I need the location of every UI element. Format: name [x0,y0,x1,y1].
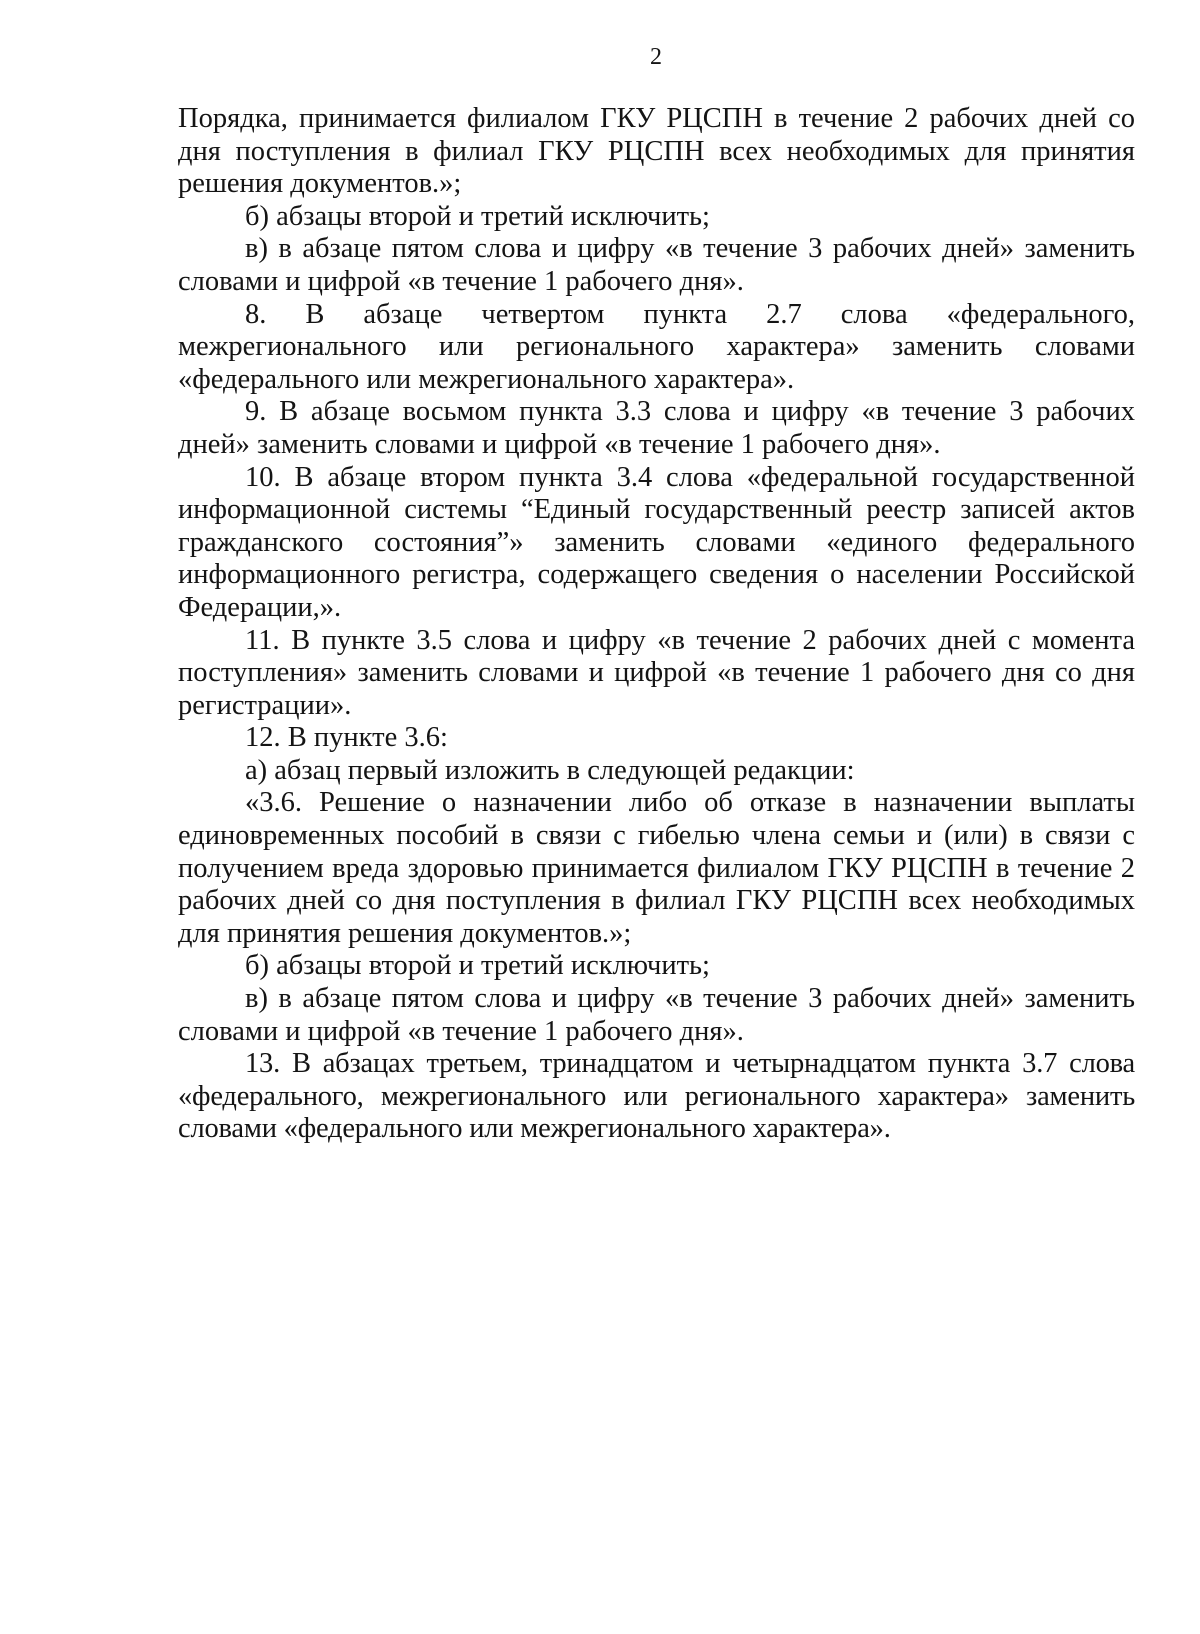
paragraph-item-10: 10. В абзаце втором пункта 3.4 слова «федеральной государственной информационной системы “Единый государственный реестр записей актов гражданского состояния”» заменить словами «единого федерального информационного регистра, содержащего сведения о населении Российской Федерации,». [178,461,1135,623]
paragraph-item-13: 13. В абзацах третьем, тринадцатом и четырнадцатом пункта 3.7 слова «федерального, межрегионального или регионального характера» заменить словами «федерального или межрегионального характера». [178,1048,1135,1145]
paragraph-item-12: 12. В пункте 3.6: [245,722,448,754]
paragraph-subitem-b: б) абзацы второй и третий исключить; [245,200,710,232]
paragraph-continuation: Порядка, принимается филиалом ГКУ РЦСПН в течение 2 рабочих дней со дня поступления в филиал ГКУ РЦСПН всех необходимых для принятия решения документов.»; [178,103,1135,200]
paragraph-item-12-subitem-v: в) в абзаце пятом слова и цифру «в течение 3 рабочих дней» заменить словами и цифрой «в течение 1 рабочего дня». [178,983,1135,1047]
paragraph-quoted-new-text: «3.6. Решение о назначении либо об отказе в назначении выплаты единовременных пособий в связи с гибелью члена семьи и (или) в связи с получением вреда здоровью принимается филиалом ГКУ РЦСПН в течение 2 рабочих дней со дня поступления в филиал ГКУ РЦСПН всех необходимых для принятия решения документов.»; [178,787,1135,949]
paragraph-item-12-subitem-a: а) абзац первый изложить в следующей редакции: [245,754,855,786]
page-number: 2 [650,44,662,70]
document-body [178,103,1135,1146]
paragraph-item-8: 8. В абзаце четвертом пункта 2.7 слова «федерального, межрегионального или регионального характера» заменить словами «федерального или межрегионального характера». [178,298,1135,395]
paragraph-subitem-v: в) в абзаце пятом слова и цифру «в течение 3 рабочих дней» заменить словами и цифрой «в течение 1 рабочего дня». [178,233,1135,297]
paragraph-item-11: 11. В пункте 3.5 слова и цифру «в течение 2 рабочих дней с момента поступления» заменить словами и цифрой «в течение 1 рабочего дня со дня регистрации». [178,624,1135,721]
paragraph-item-12-subitem-b: б) абзацы второй и третий исключить; [245,950,710,982]
paragraph-item-9: 9. В абзаце восьмом пункта 3.3 слова и цифру «в течение 3 рабочих дней» заменить словами и цифрой «в течение 1 рабочего дня». [178,396,1135,460]
